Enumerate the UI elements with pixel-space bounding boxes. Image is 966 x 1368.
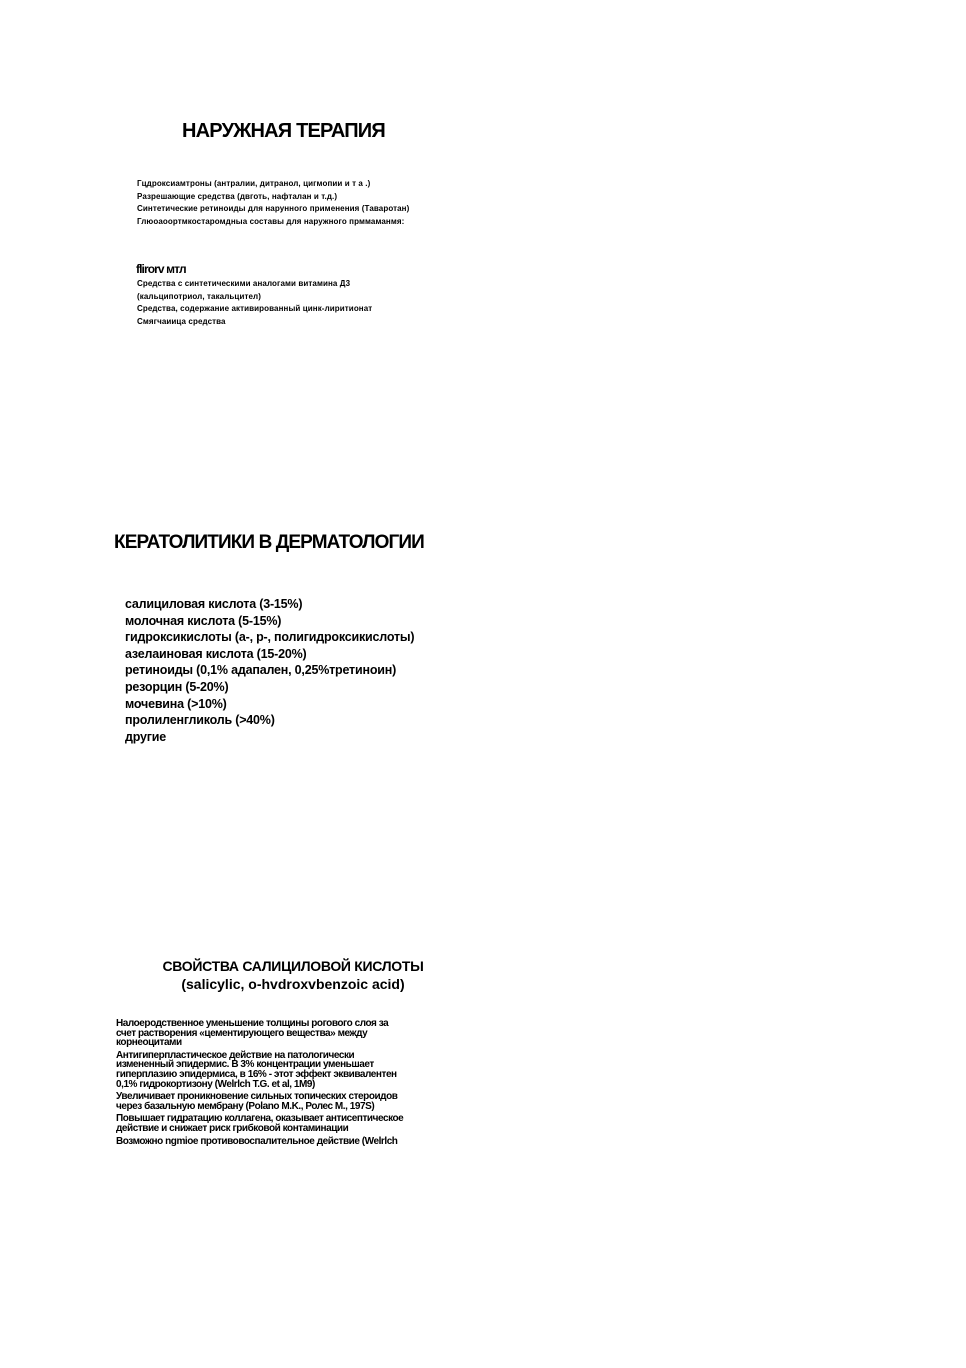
list-item: Средства, содержание активированный цинк-лиритионат <box>137 304 373 314</box>
list-item: другие <box>125 729 166 744</box>
paragraph-line: измененный эпидермис. В 3% концентрации уменьшает <box>116 1059 374 1071</box>
list-item: резорцин (5-20%) <box>125 679 229 694</box>
property-paragraph <box>116 1092 456 1111</box>
list-item: пролиленгликоль (>40%) <box>125 713 275 728</box>
section2-title: КЕРАТОЛИТИКИ В ДЕРМАТОЛОГИИ <box>114 532 424 553</box>
paragraph-line: Увеличивает проникновение сильных топических стероидов <box>116 1091 398 1103</box>
paragraph-line: 0,1% гидрокортизону (Welrlch T.G. et al, 1M9) <box>116 1078 315 1090</box>
paragraph-line: через базальную мембрану (Polano M.K., Ролес M., 197S) <box>116 1100 375 1112</box>
section1-title: НАРУЖНАЯ ТЕРАПИЯ <box>182 120 385 142</box>
list-item: Средства с синтетическими аналогами витамина Д3 <box>137 279 351 288</box>
list-item: мочевина (>10%) <box>125 696 227 711</box>
property-paragraph <box>116 1019 456 1048</box>
list-item: молочная кислота (5-15%) <box>125 613 282 628</box>
salicylic-properties-list <box>116 1019 456 1149</box>
list-item: ретиноиды (0,1% адапален, 0,25%третиноин) <box>125 663 397 678</box>
paragraph-line: Повышает гидратацию коллагена, оказывает антисептическое <box>116 1113 404 1125</box>
section3-subtitle: (salicylic, o-hvdroxvbenzoic acid) <box>181 976 405 992</box>
paragraph-line: Антигиперпластическое действие на патологически <box>116 1049 355 1061</box>
section1-list <box>137 178 409 228</box>
paragraph-line: Налоеродственное уменьшение толщины рогового слоя за <box>116 1018 389 1029</box>
paragraph-line: гиперплазию эпидермиса, в 16% - этот эффект эквивалентен <box>116 1068 397 1080</box>
paragraph-line: действие и снижает риск грибковой контаминации <box>116 1122 349 1134</box>
property-paragraph <box>116 1137 456 1147</box>
list-item: Гцдроксиамтроны (антралии, дитранол, цигмопии и т а .) <box>137 179 371 188</box>
list-item: (кальципотриол, такальцител) <box>137 291 261 301</box>
section1-subheading: flirorv мтл <box>136 262 186 276</box>
list-item: Синтетические ретиноиды для нарунного применения (Таваротан) <box>137 204 410 214</box>
keratolytics-list <box>125 596 414 745</box>
paragraph-line: корнеоцитами <box>116 1037 182 1049</box>
paragraph-line: счет растворения «цементирующего вещества» между <box>116 1027 368 1039</box>
section3-title: СВОЙСТВА САЛИЦИЛОВОЙ КИСЛОТЫ <box>162 958 424 974</box>
list-item: Разрешающие средства (двготь, нафталан и т.д.) <box>137 191 338 201</box>
list-item: Глюоаоортмкостаромдныа составы для наружного прммаманмя: <box>137 216 405 226</box>
property-paragraph <box>116 1051 456 1089</box>
list-item: азелаиновая кислота (15-20%) <box>125 646 307 661</box>
list-item: салициловая кислота (3-15%) <box>125 597 303 611</box>
property-paragraph <box>116 1114 456 1133</box>
list-item: Смягчаиица средства <box>137 316 226 326</box>
section1-list2 <box>137 278 372 328</box>
list-item: гидроксикислоты (а-, р-, полигидроксикислоты) <box>125 630 415 645</box>
section3-heading <box>120 957 466 993</box>
paragraph-line: Возможно ngmioe противовоспалительное действие (Welrlch <box>116 1135 398 1147</box>
